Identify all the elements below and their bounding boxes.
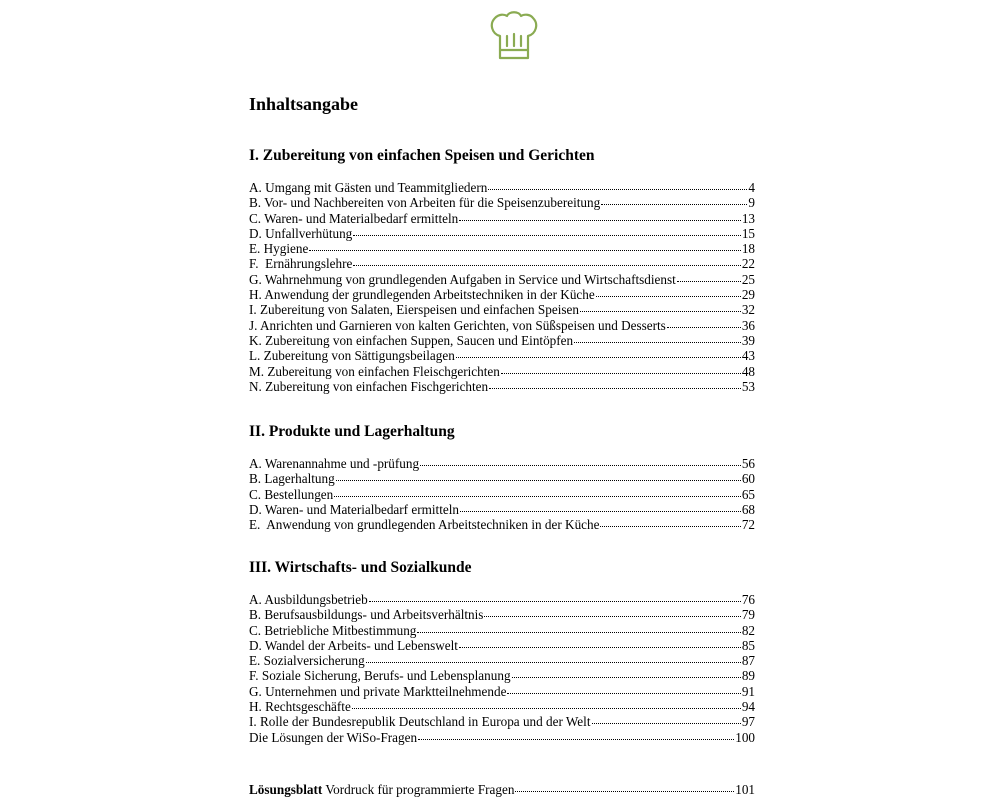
toc-entry-label: H. Rechtsgeschäfte (249, 699, 351, 715)
toc-entry-page: 56 (741, 456, 755, 471)
toc-entry[interactable] (249, 456, 755, 471)
toc-entry[interactable] (249, 592, 755, 607)
toc-entry-label: M. Zubereitung von einfachen Fleischgerichten (249, 363, 500, 379)
toc-entry-label: C. Betriebliche Mitbestimmung (249, 622, 417, 638)
toc-entry-label: A. Warenannahme und -prüfung (249, 456, 420, 471)
toc-entry[interactable] (249, 668, 755, 683)
dot-leader (501, 373, 741, 374)
answer-sheet-label (249, 782, 514, 797)
toc-entry[interactable] (249, 333, 755, 348)
toc-entry-page: 9 (748, 195, 755, 211)
toc-entry[interactable] (249, 379, 755, 394)
dot-leader (353, 235, 741, 236)
section-title: II. Produkte und Lagerhaltung (249, 423, 455, 440)
toc-entry[interactable] (249, 623, 755, 638)
dot-leader (488, 189, 747, 190)
toc-section (249, 422, 755, 532)
toc-entry[interactable] (249, 730, 755, 745)
toc-entry-label: H. Anwendung der grundlegenden Arbeitstechniken in der Küche (249, 287, 595, 303)
toc-entry[interactable] (249, 226, 755, 241)
toc-entry-page: 4 (748, 180, 755, 195)
dot-leader (456, 357, 741, 358)
toc-entry[interactable] (249, 607, 755, 622)
toc-entry-label: D. Wandel der Arbeits- und Lebenswelt (249, 637, 458, 653)
toc-entry[interactable] (249, 653, 755, 668)
toc-entry-page: 43 (741, 348, 755, 364)
answer-sheet-entry[interactable] (249, 782, 755, 797)
toc-entry-page: 89 (741, 668, 755, 684)
toc-entry[interactable] (249, 211, 755, 226)
toc-entry-page: 36 (741, 317, 755, 333)
section-title: III. Wirtschafts- und Sozialkunde (249, 559, 472, 576)
dot-leader (417, 632, 740, 633)
toc-entry-label: B. Lagerhaltung (249, 471, 335, 487)
toc-entry-label: F. Soziale Sicherung, Berufs- und Lebensplanung (249, 668, 511, 684)
toc-section (249, 146, 755, 394)
toc-entry-label: N. Zubereitung von einfachen Fischgerichten (249, 378, 489, 394)
toc-entry-label: C. Waren- und Materialbedarf ermitteln (249, 210, 459, 226)
toc-entry-label: C. Bestellungen (249, 486, 334, 502)
toc-entry-label: G. Unternehmen und private Marktteilnehmende (249, 683, 507, 699)
toc-entry[interactable] (249, 638, 755, 653)
dot-leader (592, 723, 741, 724)
toc-entry-page: 76 (741, 592, 755, 607)
dot-leader (515, 791, 734, 792)
toc-entry[interactable] (249, 714, 755, 729)
toc-entry-page: 65 (741, 486, 755, 502)
dot-leader (459, 220, 741, 221)
toc-entry-label: Die Lösungen der WiSo-Fragen (249, 729, 418, 745)
toc-section (249, 558, 755, 745)
answer-sheet-entry-block (249, 782, 755, 797)
toc-entry-page: 39 (741, 332, 755, 348)
toc-entry-page: 48 (741, 363, 755, 379)
dot-leader (580, 311, 741, 312)
dot-leader (460, 511, 741, 512)
toc-entry-label: E. Sozialversicherung (249, 653, 365, 669)
dot-leader (309, 250, 740, 251)
toc-entry-page: 97 (741, 714, 755, 730)
answer-sheet-label-bold: Lösungsblatt (249, 782, 323, 797)
section-title: I. Zubereitung von einfachen Speisen und Gerichten (249, 147, 595, 164)
toc-entry[interactable] (249, 471, 755, 486)
toc-entry-page: 53 (741, 378, 755, 394)
toc-entry[interactable] (249, 699, 755, 714)
dot-leader (596, 296, 741, 297)
dot-leader (353, 265, 740, 266)
toc-entry-label: B. Berufsausbildungs- und Arbeitsverhältnis (249, 607, 484, 623)
chef-hat-icon (486, 6, 542, 64)
toc-entry-label: K. Zubereitung von einfachen Suppen, Saucen und Eintöpfen (249, 332, 574, 348)
toc-entry-page: 82 (741, 622, 755, 638)
dot-leader (677, 281, 741, 282)
dot-leader (334, 496, 741, 497)
toc-entry-label: L. Zubereitung von Sättigungsbeilagen (249, 348, 455, 364)
toc-entry-page: 79 (741, 607, 755, 623)
toc-entry-page: 29 (741, 287, 755, 303)
dot-leader (420, 465, 741, 466)
toc-entry-page: 91 (741, 683, 755, 699)
dot-leader (601, 204, 747, 205)
toc-title: Inhaltsangabe (249, 94, 359, 114)
dot-leader (600, 526, 740, 527)
dot-leader (489, 388, 741, 389)
toc-entry[interactable] (249, 348, 755, 363)
toc-entry-label: I. Rolle der Bundesrepublik Deutschland in Europa und der Welt (249, 714, 591, 730)
toc-entry[interactable] (249, 684, 755, 699)
toc-entry[interactable] (249, 272, 755, 287)
toc-entry-label: D. Unfallverhütung (249, 225, 353, 241)
toc-entry[interactable] (249, 241, 755, 256)
toc-entry-page: 25 (741, 271, 755, 287)
toc-entry-label: J. Anrichten und Garnieren von kalten Gerichten, von Süßspeisen und Desserts (249, 317, 666, 333)
toc-entry-page: 60 (741, 471, 755, 487)
toc-entry[interactable] (249, 364, 755, 379)
toc-entry[interactable] (249, 487, 755, 502)
toc-entry-page: 87 (741, 653, 755, 669)
toc-entry-page: 68 (741, 501, 755, 517)
toc-entry-label: E. Anwendung von grundlegenden Arbeitstechniken in der Küche (249, 517, 600, 533)
toc-entry-page: 72 (741, 517, 755, 533)
toc-entry[interactable] (249, 195, 755, 210)
toc-entry-page: 100 (735, 729, 755, 745)
toc-entry-label: G. Wahrnehmung von grundlegenden Aufgaben in Service und Wirtschaftsdienst (249, 271, 676, 287)
toc-entry-label: A. Umgang mit Gästen und Teammitgliedern (249, 180, 488, 195)
dot-leader (512, 677, 741, 678)
dot-leader (459, 647, 741, 648)
toc-entry-page: 15 (741, 225, 755, 241)
toc-entry[interactable] (249, 517, 755, 532)
toc-entry-label: I. Zubereitung von Salaten, Eierspeisen und einfachen Speisen (249, 302, 579, 318)
toc-entry-label: E. Hygiene (249, 241, 309, 257)
dot-leader (574, 342, 741, 343)
dot-leader (507, 693, 740, 694)
dot-leader (667, 327, 741, 328)
dot-leader (369, 601, 741, 602)
toc-entry[interactable] (249, 287, 755, 302)
toc-entry-page: 85 (741, 637, 755, 653)
toc-entry-page: 22 (741, 256, 755, 272)
toc-entry-label: D. Waren- und Materialbedarf ermitteln (249, 501, 459, 517)
toc-entry-label: B. Vor- und Nachbereiten von Arbeiten für die Speisenzubereitung (249, 195, 601, 211)
answer-sheet-page: 101 (735, 782, 755, 797)
toc-entry[interactable] (249, 180, 755, 195)
dot-leader (484, 616, 740, 617)
toc-entry-label: F. Ernährungslehre (249, 256, 353, 272)
dot-leader (336, 480, 741, 481)
toc-entry[interactable] (249, 256, 755, 271)
toc-entry-page: 32 (741, 302, 755, 318)
dot-leader (366, 662, 741, 663)
toc-entry[interactable] (249, 318, 755, 333)
toc-entry-page: 18 (741, 241, 755, 257)
toc-entry[interactable] (249, 502, 755, 517)
toc-entry[interactable] (249, 302, 755, 317)
toc-entry-page: 94 (741, 699, 755, 715)
dot-leader (418, 739, 734, 740)
dot-leader (352, 708, 741, 709)
toc-entry-page: 13 (741, 210, 755, 226)
toc-entry-label: A. Ausbildungsbetrieb (249, 592, 368, 607)
answer-sheet-label-rest: Vordruck für programmierte Fragen (322, 782, 515, 797)
